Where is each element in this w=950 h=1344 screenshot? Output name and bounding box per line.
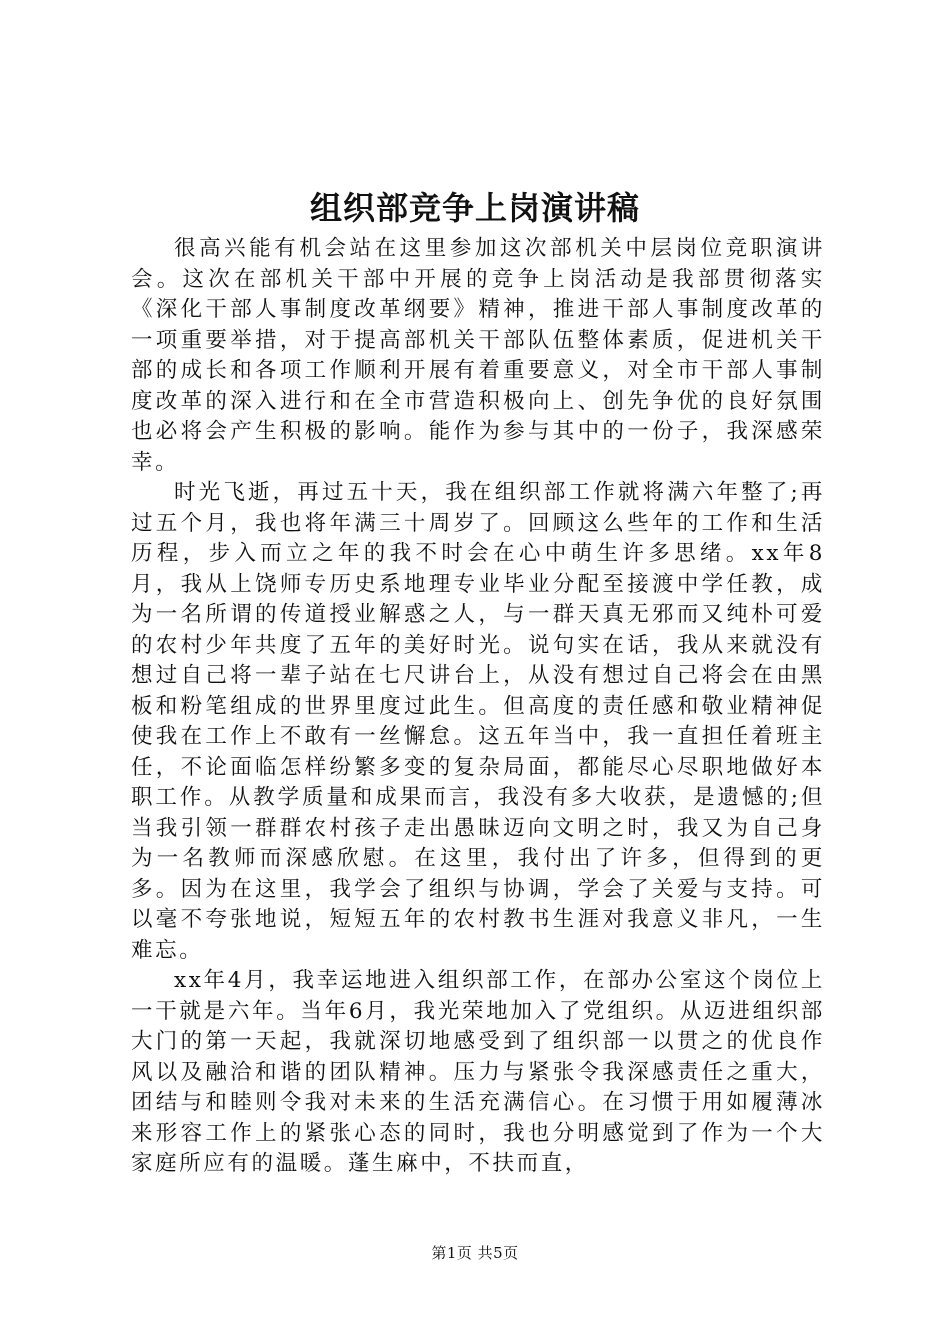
paragraph: xx年4月，我幸运地进入组织部工作，在部办公室这个岗位上一干就是六年。当年6月，我光荣地加入了党组织。从迈进组织部大门的第一天起，我就深切地感受到了组织部一以贯之的优良作风以及融洽和谐的团队精神。压力与紧张令我深感责任之重大，团结与和睦则令我对未来的生活充满信心。在习惯于用如履薄冰来形容工作上的紧张心态的同时，我也分明感觉到了作为一个大家庭所应有的温暖。蓬生麻中，不扶而直， (131, 968, 825, 1176)
document-body (131, 234, 825, 1180)
document-title: 组织部竞争上岗演讲稿 (309, 189, 640, 227)
paragraph: 时光飞逝，再过五十天，我在组织部工作就将满六年整了;再过五个月，我也将年满三十周岁了。回顾这么些年的工作和生活历程，步入而立之年的我不时会在心中萌生许多思绪。xx年8月，我从上饶师专历史系地理专业毕业分配至接渡中学任教，成为一名所谓的传道授业解惑之人，与一群天真无邪而又纯朴可爱的农村少年共度了五年的美好时光。说句实在话，我从来就没有想过自己将一辈子站在七尺讲台上，从没有想过自己将会在由黑板和粉笔组成的世界里度过此生。但高度的责任感和敬业精神促使我在工作上不敢有一丝懈怠。这五年当中，我一直担任着班主任，不论面临怎样纷繁多变的复杂局面，都能尽心尽职地做好本职工作。从教学质量和成果而言，我没有多大收获，是遗憾的;但当我引领一群群农村孩子走出愚昧迈向文明之时，我又为自己身为一名教师而深感欣慰。在这里，我付出了许多，但得到的更多。因为在这里，我学会了组织与协调，学会了关爱与支持。可以毫不夸张地说，短短五年的农村教书生涯对我意义非凡，一生难忘。 (131, 480, 825, 963)
page-number-footer: 第1页 共5页 (431, 1244, 519, 1262)
paragraph: 很高兴能有机会站在这里参加这次部机关中层岗位竞职演讲会。这次在部机关干部中开展的竞争上岗活动是我部贯彻落实《深化干部人事制度改革纲要》精神，推进干部人事制度改革的一项重要举措，对于提高部机关干部队伍整体素质，促进机关干部的成长和各项工作顺利开展有着重要意义，对全市干部人事制度改革的深入进行和在全市营造积极向上、创先争优的良好氛围也必将会产生积极的影响。能作为参与其中的一份子，我深感荣幸。 (131, 236, 825, 475)
